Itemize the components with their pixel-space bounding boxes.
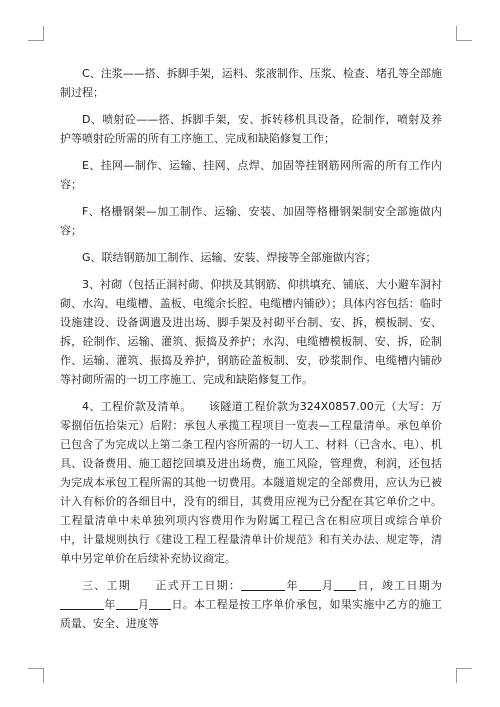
paragraph-4-price: 4、工程价款及清单。 该隧道工程价款为324X0857.00元（大写：万零捌佰伍拾柒元）后附：承包人承揽工程项目一览表—工程量清单。承包单价已包含了为完成以上第二条工程内容所需的一切人工、材料（已含水、电）、机具、设备费用、施工超挖回填及进出场费，施工风险，管理费，利润，还包括为完成本承包工程所需的其他一切费用。本隧道规定的全部费用，应认为已被计入有标价的各细目中，没有的细目，其费用应视为已分配在其它单价之中。工程量清单中未单独列项内容费用作为附属工程已含在相应项目或综合单价中，计量规则执行《建设工程工程量清单计价规范》和有关办法、规定等，清单中另定单价在后续补充协议商定。: [60, 400, 442, 565]
blank-start-month: [299, 578, 321, 591]
paragraph-c-grouting: C、注浆——搭、拆脚手架，运料、浆液制作、压浆、检查、堵孔等全部施制过程；: [60, 67, 442, 99]
crop-mark-bottom-left-h: [28, 668, 44, 669]
crop-mark-top-left-h: [28, 40, 44, 41]
blank-start-year: [241, 578, 285, 591]
schedule-year-unit-2: 年: [104, 598, 116, 611]
schedule-label: 三、工期 正式开工日期：: [82, 579, 242, 592]
paragraph-3-lining: 3、衬砌（包括正洞衬砌、仰拱及其钢筋、仰拱填充、铺底、大小避车洞衬砌、水沟、电缆槽、盖板、电缆余长腔、电缆槽内铺砂）；具体内容包括：临时设施建设、设备调遣及进出场、脚手架及衬砌平台制、安、拆，模板制、安、拆，砼制作、运输、灌筑、振捣及养护；水沟、电缆槽模板制、安、拆，砼制作、运输、灌筑、振捣及养护，钢筋砼盖板制、安，砂浆制作、电缆槽内铺砂等衬砌所需的一切工序施工、完成和缺陷修复工作。: [60, 278, 442, 386]
paragraph-d-shotcrete: D、喷射砼——搭、拆脚手架，安、拆转移机具设备，砼制作，喷射及养护等喷射砼所需的所有工序施工、完成和缺陷修复工作；: [60, 113, 442, 145]
crop-mark-bottom-right-h: [456, 668, 472, 669]
schedule-completion-label: 日，竣工日期为: [356, 579, 442, 592]
crop-mark-bottom-right-v: [456, 668, 457, 683]
schedule-year-unit-1: 年: [285, 579, 299, 592]
schedule-rest-text: 日。本工程是按工序单价承包，如果实施中乙方的施工质量、安全、进度等: [60, 598, 443, 630]
crop-mark-top-right-v: [456, 26, 457, 41]
blank-end-month: [116, 597, 138, 610]
crop-mark-top-right-h: [456, 40, 472, 41]
paragraph-schedule: [60, 576, 442, 633]
paragraph-g-rebar: G、联结钢筋加工制作、运输、安装、焊接等全部施做内容；: [82, 251, 377, 264]
schedule-month-unit-1: 月: [320, 579, 335, 592]
paragraph-f-steel-arch: F、格栅钢架—加工制作、运输、安装、加固等格栅钢架制安全部施做内容；: [60, 205, 442, 237]
document-body: [60, 64, 442, 641]
crop-mark-top-left-v: [43, 26, 44, 41]
blank-end-day: [149, 597, 171, 610]
crop-mark-bottom-left-v: [43, 668, 44, 683]
schedule-month-unit-2: 月: [137, 598, 150, 611]
blank-start-day: [334, 578, 356, 591]
blank-end-year: [60, 597, 104, 610]
paragraph-e-mesh: E、挂网—制作、运输、挂网、点焊、加固等挂钢筋网所需的所有工作内容；: [60, 159, 442, 191]
